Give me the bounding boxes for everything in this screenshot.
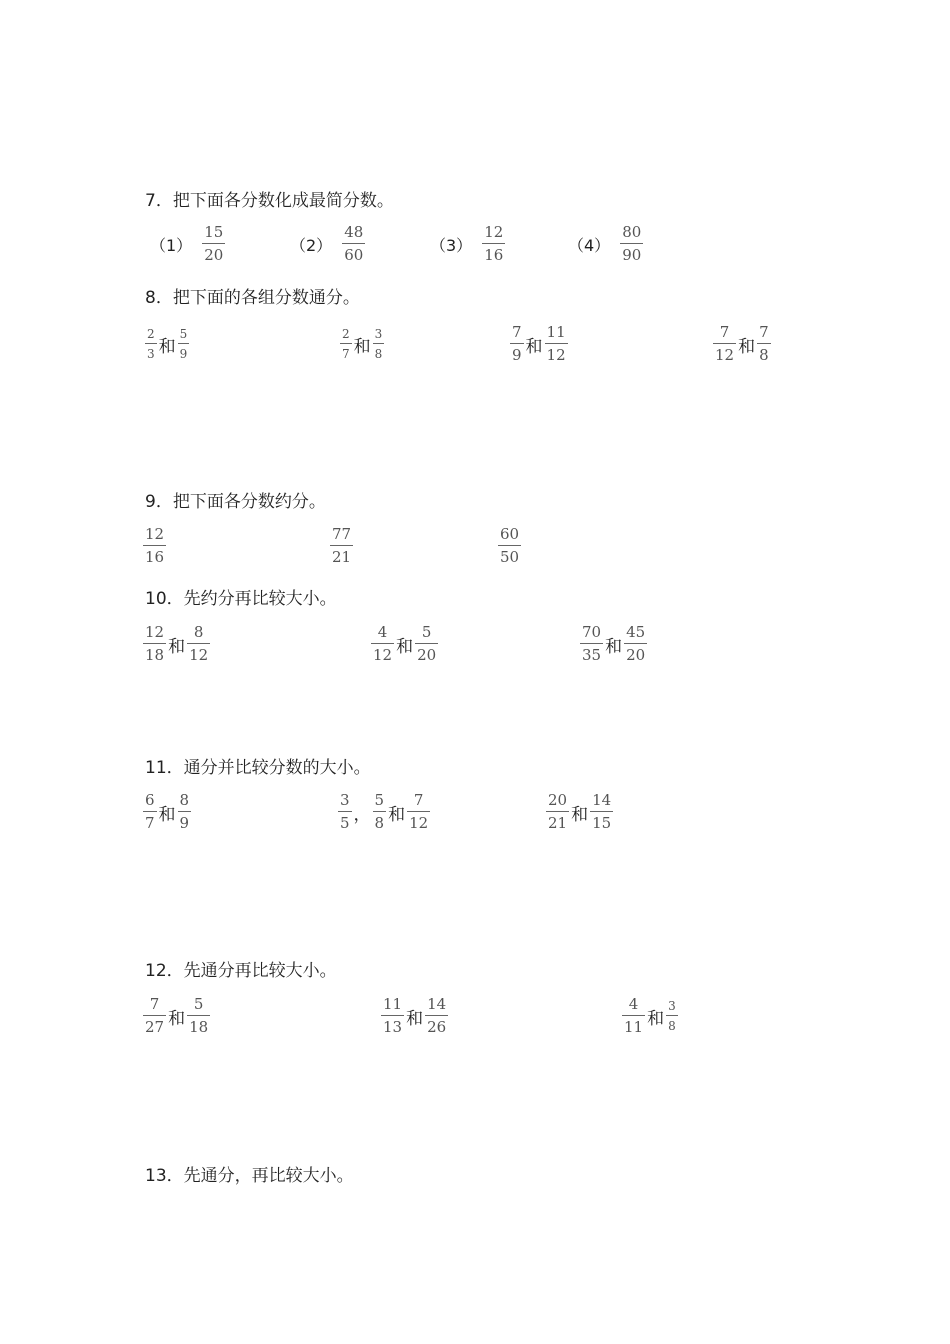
- conj-and: 和: [388, 804, 406, 825]
- q8-item-2: [340, 322, 384, 366]
- fraction: $\frac{2}{3}$: [147, 327, 155, 361]
- q9-title: 9．把下面各分数约分。: [145, 492, 326, 512]
- q9-item-3: [498, 524, 521, 568]
- fraction: $\frac{8}{12}$: [189, 623, 209, 664]
- fraction: $\frac{6}{7}$: [145, 791, 155, 832]
- q11-item-1: [143, 790, 191, 834]
- q10-item-1: [143, 622, 210, 666]
- conj-and: 和: [647, 1008, 665, 1029]
- fraction: $\frac{7}{9}$: [512, 323, 522, 364]
- fraction: $\frac{14}{15}$: [592, 791, 612, 832]
- q12-title: 12．先通分再比较大小。: [145, 961, 337, 981]
- conj-and: 和: [738, 336, 756, 357]
- q11-row: [0, 790, 950, 834]
- conj-and: 和: [605, 636, 623, 657]
- fraction: $\frac{77}{21}$: [332, 525, 352, 566]
- fraction: $\frac{45}{20}$: [626, 623, 646, 664]
- fraction: $\frac{12}{16}$: [145, 525, 165, 566]
- q11-item-3: [546, 790, 613, 834]
- conj-and: 和: [158, 804, 176, 825]
- q9-item-1: [143, 524, 166, 568]
- q12-item-1: [143, 994, 210, 1038]
- q7-row: [0, 222, 950, 266]
- fraction: $\frac{7}{12}$: [409, 791, 429, 832]
- fraction: $\frac{4}{11}$: [624, 995, 644, 1036]
- conj-and: 和: [396, 636, 414, 657]
- q8-item-1: [145, 322, 189, 366]
- q13-title: 13．先通分，再比较大小。: [145, 1166, 354, 1186]
- separator-comma: ，: [353, 804, 371, 825]
- fraction: $\frac{20}{21}$: [548, 791, 568, 832]
- q12-row: [0, 994, 950, 1038]
- fraction: $\frac{7}{27}$: [145, 995, 165, 1036]
- conj-and: 和: [353, 336, 371, 357]
- q12-item-2: [381, 994, 448, 1038]
- conj-and: 和: [525, 336, 543, 357]
- q8-item-4: [713, 322, 771, 366]
- q7-item-3-label: （3）: [430, 235, 473, 255]
- fraction: $\frac{12}{16}$: [484, 223, 504, 264]
- conj-and: 和: [168, 1008, 186, 1029]
- fraction: $\frac{80}{90}$: [622, 223, 642, 264]
- fraction: $\frac{3}{8}$: [668, 999, 676, 1033]
- conj-and: 和: [168, 636, 186, 657]
- fraction: $\frac{11}{13}$: [383, 995, 403, 1036]
- conj-and: 和: [158, 336, 176, 357]
- q7-item-3: [430, 222, 505, 266]
- q10-title: 10．先约分再比较大小。: [145, 589, 337, 609]
- fraction: $\frac{48}{60}$: [344, 223, 364, 264]
- q7-item-1: [150, 222, 225, 266]
- q7-item-2-label: （2）: [290, 235, 333, 255]
- fraction: $\frac{4}{12}$: [373, 623, 393, 664]
- q11-item-2: [338, 790, 430, 834]
- fraction: $\frac{70}{35}$: [582, 623, 602, 664]
- fraction: $\frac{60}{50}$: [500, 525, 520, 566]
- q12-item-3: [622, 994, 678, 1038]
- fraction: $\frac{5}{18}$: [189, 995, 209, 1036]
- fraction: $\frac{5}{20}$: [417, 623, 437, 664]
- q10-row: [0, 622, 950, 666]
- q7-item-1-label: （1）: [150, 235, 193, 255]
- q8-title: 8．把下面的各组分数通分。: [145, 288, 360, 308]
- fraction: $\frac{8}{9}$: [179, 791, 190, 832]
- q9-row: [0, 524, 950, 568]
- fraction: $\frac{7}{12}$: [715, 323, 735, 364]
- fraction: $\frac{3}{8}$: [374, 327, 383, 361]
- fraction: $\frac{12}{18}$: [145, 623, 165, 664]
- q10-item-3: [580, 622, 647, 666]
- fraction: $\frac{14}{26}$: [427, 995, 447, 1036]
- q7-title: 7．把下面各分数化成最简分数。: [145, 191, 394, 211]
- fraction: $\frac{2}{7}$: [342, 327, 350, 361]
- q10-item-2: [371, 622, 438, 666]
- fraction: $\frac{15}{20}$: [204, 223, 224, 264]
- q11-title: 11．通分并比较分数的大小。: [145, 758, 371, 778]
- fraction: $\frac{5}{9}$: [179, 327, 188, 361]
- conj-and: 和: [406, 1008, 424, 1029]
- q7-item-4-label: （4）: [568, 235, 611, 255]
- q8-row: [0, 322, 950, 366]
- fraction: $\frac{11}{12}$: [546, 323, 566, 364]
- q8-item-3: [510, 322, 568, 366]
- fraction: $\frac{7}{8}$: [759, 323, 769, 364]
- fraction: $\frac{5}{8}$: [374, 791, 385, 832]
- q9-item-2: [330, 524, 353, 568]
- q7-item-4: [568, 222, 643, 266]
- fraction: $\frac{3}{5}$: [340, 791, 350, 832]
- q7-item-2: [290, 222, 365, 266]
- conj-and: 和: [571, 804, 589, 825]
